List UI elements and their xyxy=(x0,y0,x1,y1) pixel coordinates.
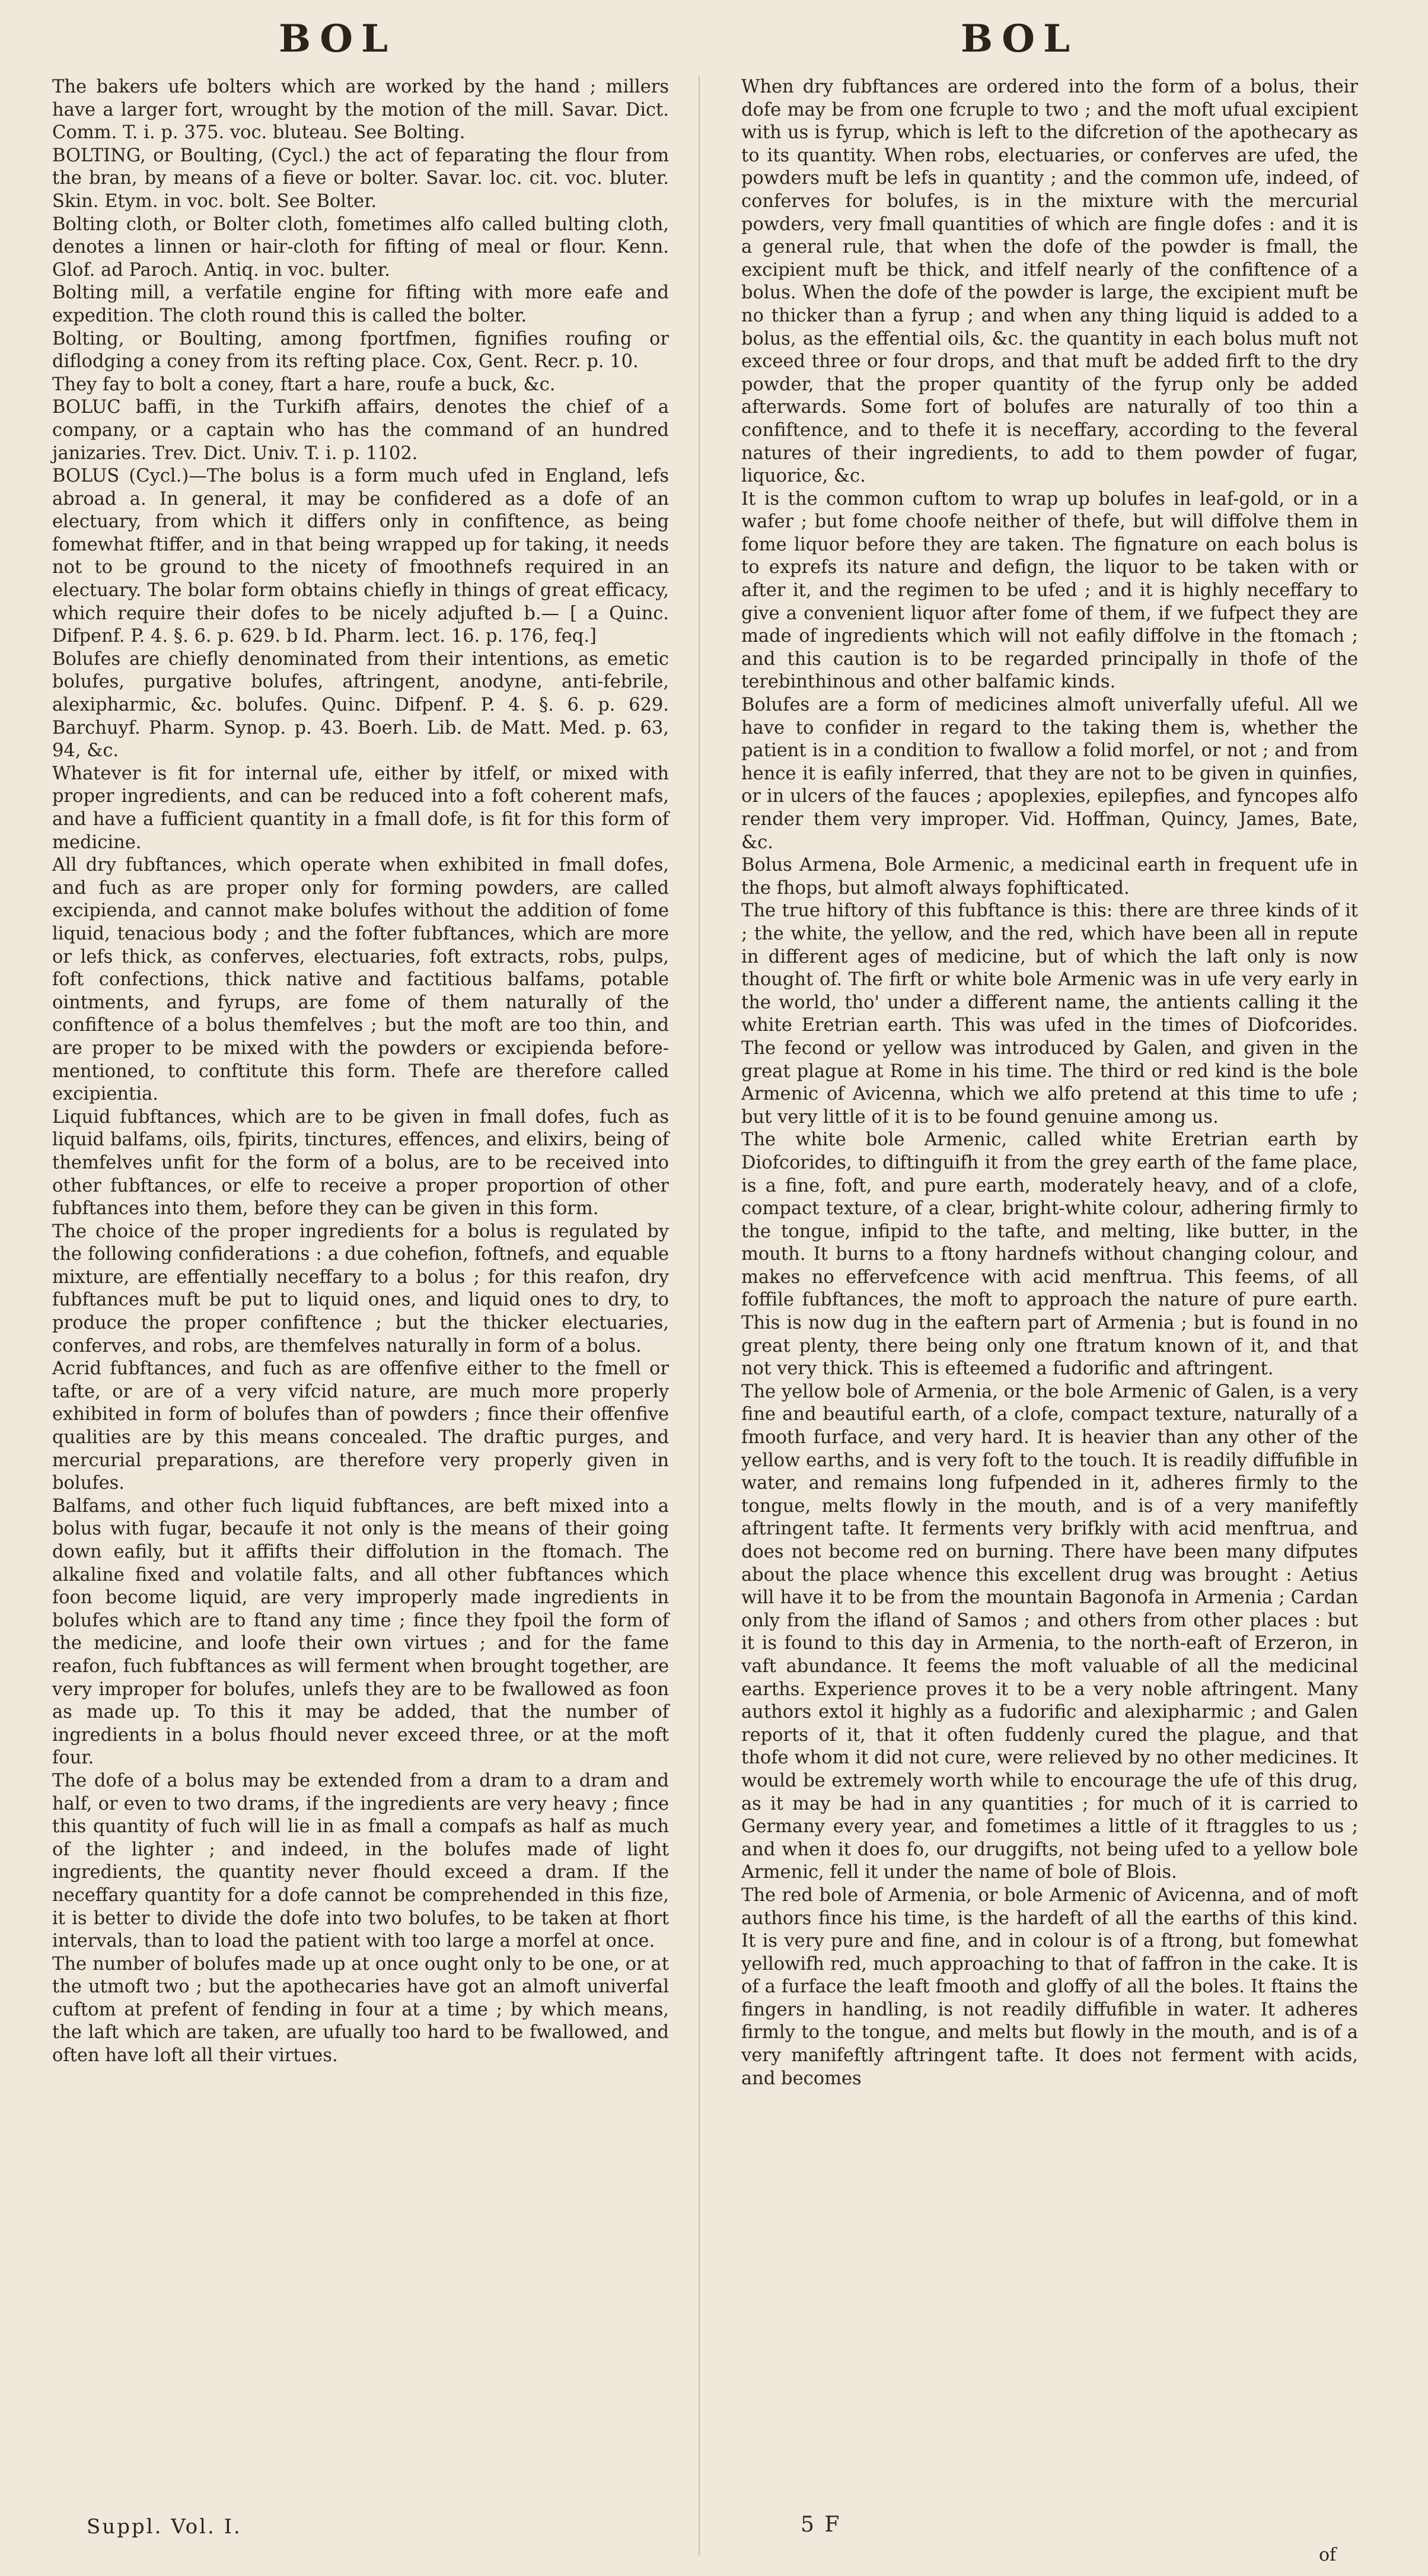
paragraph: Bolus Armena, Bole Armenic, a medicinal earth in frequent ufe in the fhops, but almoft always fophifticated. xyxy=(741,855,1358,899)
paragraph: Whatever is fit for internal ufe, either by itfelf, or mixed with proper ingredients, and can be reduced into a foft coherent mafs, and have a fufficient quantity in a fmall dofe, is fit for this form of medicine. xyxy=(52,763,669,853)
signature-mark: 5 F xyxy=(801,2513,842,2537)
catchword: of xyxy=(1319,2545,1337,2565)
paragraph: Bolufes are a form of medicines almoft univerfally ufeful. All we have to confider in regard to the taking them is, whether the patient is in a condition to fwallow a folid morfel, or not ; and from hence it is eafily inferred, that they are not to be given in quinfies, or in ulcers of the fauces ; apoplexies, epilepfies, and fyncopes alfo render them very improper. Vid. Hoffman, Quincy, James, Bate, &c. xyxy=(741,695,1358,853)
column-divider xyxy=(699,76,700,2555)
volume-footer: Suppl. Vol. I. xyxy=(87,2515,242,2539)
running-head-left: BOL xyxy=(279,17,397,61)
paragraph: The yellow bole of Armenia, or the bole Armenic of Galen, is a very fine and beautiful earth, of a clofe, compact texture, naturally of a fmooth furface, and very hard. It is heavier than any other of the yellow earths, and is very foft to the touch. It is readily diffufible in water, and remains long fufpended in it, adheres firmly to the tongue, melts flowly in the mouth, and is of a very manifeftly aftringent tafte. It ferments very brifkly with acid menftrua, and does not become red on burning. There have been many difputes about the place whence this excellent drug was brought : Aetius will have it to be from the mountain Bagonofa in Armenia ; Cardan only from the ifland of Samos ; and others from other places : but it is found to this day in Armenia, to the north-eaft of Erzeron, in vaft abundance. It feems the moft valuable of all the medicinal earths. Experience proves it to be a very noble aftringent. Many authors extol it highly as a fudorific and alexipharmic ; and Galen reports of it, that it often fuddenly cured the plague, and that thofe whom it did not cure, were relieved by no other medicines. It would be extremely worth while to encourage the ufe of this drug, as it may be had in any quantities ; for much of it is carried to Germany every year, and fometimes a little of it ftraggles to us ; and when it does fo, our druggifts, not being ufed to a yellow bole Armenic, fell it under the name of bole of Blois. xyxy=(741,1381,1358,1883)
paragraph: The number of bolufes made up at once ought only to be one, or at the utmoft two ; but the apothecaries have got an almoft univerfal cuftom at prefent of fending in four at a time ; by which means, the laft which are taken, are ufually too hard to be fwallowed, and often have loft all their virtues. xyxy=(52,1953,669,2066)
paragraph: Bolufes are chiefly denominated from their intentions, as emetic bolufes, purgative bolufes, aftringent, anodyne, anti-febrile, alexipharmic, &c. bolufes. Quinc. Difpenf. P. 4. §. 6. p. 629. Barchuyf. Pharm. Synop. p. 43. Boerh. Lib. de Matt. Med. p. 63, 94, &c. xyxy=(52,648,669,762)
paragraph: Balfams, and other fuch liquid fubftances, are beft mixed into a bolus with fugar, becaufe it not only is the means of their going down eafily, but it affifts their diffolution in the ftomach. The alkaline fixed and volatile falts, and all other fubftances which foon become liquid, are very improperly made ingredients in bolufes which are to ftand any time ; fince they fpoil the form of the medicine, and loofe their own virtues ; and for the fame reafon, fuch fubftances as will ferment when brought together, are very improper for bolufes, unlefs they are to be fwallowed as foon as made up. To this it may be added, that the number of ingredients in a bolus fhould never exceed three, or at the moft four. xyxy=(52,1495,669,1769)
paragraph: Bolting mill, a verfatile engine for fifting with more eafe and expedition. The cloth round this is called the bolter. xyxy=(52,282,669,326)
paragraph: The red bole of Armenia, or bole Armenic of Avicenna, and of moft authors fince his time, is the hardeft of all the earths of this kind. It is very pure and fine, and in colour is of a ftrong, but fomewhat yellowifh red, much approaching to that of faffron in the cake. It is of a furface the leaft fmooth and gloffy of all the boles. It ftains the fingers in handling, is not readily diffufible in water. It adheres firmly to the tongue, and melts but flowly in the mouth, and is of a very manifeftly aftringent tafte. It does not ferment with acids, and becomes xyxy=(741,1884,1358,2089)
paragraph: The dofe of a bolus may be extended from a dram to a dram and half, or even to two drams, if the ingredients are very heavy ; fince this quantity of fuch will lie in as fmall a compafs as half as much of the lighter ; and indeed, in the bolufes made of light ingredients, the quantity never fhould exceed a dram. If the neceffary quantity for a dofe cannot be comprehended in this fize, it is better to divide the dofe into two bolufes, to be taken at fhort intervals, than to load the patient with too large a morfel at once. xyxy=(52,1770,669,1952)
paragraph: The true hiftory of this fubftance is this: there are three kinds of it ; the white, the yellow, and the red, which have been all in repute in different ages of medicine, but of which the laft only is now thought of. The firft or white bole Armenic was in ufe very early in the world, tho' under a different name, the antients calling it the white Eretrian earth. This was ufed in the times of Diofcorides. The fecond or yellow was introduced by Galen, and given in the great plague at Rome in his time. The third or red kind is the bole Armenic of Avicenna, which we alfo pretend at this time to ufe ; but very little of it is to be found genuine among us. xyxy=(741,900,1358,1128)
paragraph: BOLTING, or Boulting, (Cycl.) the act of feparating the flour from the bran, by means of a fieve or bolter. Savar. loc. cit. voc. bluter. Skin. Etym. in voc. bolt. See Bolter. xyxy=(52,145,669,212)
paragraph: Acrid fubftances, and fuch as are offenfive either to the fmell or tafte, or are of a very vifcid nature, are much more properly exhibited in form of bolufes than of powders ; fince their offenfive qualities are by this means concealed. The draftic purges, and mercurial preparations, are therefore very properly given in bolufes. xyxy=(52,1358,669,1494)
left-column xyxy=(52,76,669,2068)
paragraph: It is the common cuftom to wrap up bolufes in leaf-gold, or in a wafer ; but fome choofe neither of thefe, but will diffolve them in fome liquor before they are taken. The fignature on each bolus is to exprefs its nature and defign, the liquor to be taken with or after it, and the regimen to be ufed ; and it is highly neceffary to give a convenient liquor after fome of them, if we fufpect they are made of ingredients which will not eafily diffolve in the ftomach ; and this caution is to be regarded principally in thofe of the terebinthinous and other balfamic kinds. xyxy=(741,488,1358,693)
paragraph: They fay to bolt a coney, ftart a hare, roufe a buck, &c. xyxy=(52,374,556,395)
paragraph: BOLUS (Cycl.)—The bolus is a form much ufed in England, lefs abroad a. In general, it may be confidered as a dofe of an electuary, from which it differs only in confiftence, as being fomewhat ftiffer, and in that being wrapped up for taking, it needs not to be ground to the nicety of fmoothnefs required in an electuary. The bolar form obtains chiefly in things of great efficacy, which require their dofes to be nicely adjufted b.— [ a Quinc. Difpenf. P. 4. §. 6. p. 629. b Id. Pharm. lect. 16. p. 176, feq.] xyxy=(52,466,669,647)
paragraph: The choice of the proper ingredients for a bolus is regulated by the following confiderations : a due cohefion, foftnefs, and equable mixture, are effentially neceffary to a bolus ; for this reafon, dry fubftances muft be put to liquid ones, and liquid ones to dry, to produce the proper confiftence ; but the thicker electuaries, conferves, and robs, are themfelves naturally in form of a bolus. xyxy=(52,1221,669,1357)
paragraph: All dry fubftances, which operate when exhibited in fmall dofes, and fuch as are proper only for forming powders, are called excipienda, and cannot make bolufes without the addition of fome liquid, tenacious body ; and the fofter fubftances, which are more or lefs thick, as conferves, electuaries, foft extracts, robs, pulps, foft confections, thick native and factitious balfams, potable ointments, and fyrups, are fome of them naturally of the confiftence of a bolus themfelves ; but the moft are too thin, and are proper to be mixed with the powders or excipienda before-mentioned, to conftitute this form. Thefe are therefore called excipientia. xyxy=(52,855,669,1105)
paragraph: Bolting cloth, or Bolter cloth, fometimes alfo called bulting cloth, denotes a linnen or hair-cloth for fifting of meal or flour. Kenn. Glof. ad Paroch. Antiq. in voc. bulter. xyxy=(52,214,669,281)
paragraph: Liquid fubftances, which are to be given in fmall dofes, fuch as liquid balfams, oils, fpirits, tinctures, effences, and elixirs, being of themfelves unfit for the form of a bolus, are to be received into other fubftances, or elfe to receive a proper proportion of other fubftances into them, before they can be given in this form. xyxy=(52,1106,669,1219)
paragraph: When dry fubftances are ordered into the form of a bolus, their dofe may be from one fcruple to two ; and the moft ufual excipient with us is fyrup, which is left to the difcretion of the apothecary as to its quantity. When robs, electuaries, or conferves are ufed, the powders muft be lefs in quantity ; and the common ufe, indeed, of conferves for bolufes, is in the mixture with the mercurial powders, very fmall quantities of which are fingle dofes : and it is a general rule, that when the dofe of the powder is fmall, the excipient muft be thick, and itfelf nearly of the confiftence of a bolus. When the dofe of the powder is large, the excipient muft be no thicker than a fyrup ; and when any thing liquid is added to a bolus, as the effential oils, &c. the quantity in each bolus muft not exceed three or four drops, and that muft be added firft to the dry powder, that the proper quantity of the fyrup only be added afterwards. Some fort of bolufes are naturally of too thin a confiftence, and to thefe it is neceffary, according to the feveral natures of their ingredients, to add to them powder of fugar, liquorice, &c. xyxy=(741,77,1358,487)
paragraph: The bakers ufe bolters which are worked by the hand ; millers have a larger fort, wrought by the motion of the mill. Savar. Dict. Comm. T. i. p. 375. voc. bluteau. See Bolting. xyxy=(52,77,669,144)
right-column xyxy=(741,76,1358,2090)
paragraph: Bolting, or Boulting, among fportfmen, fignifies roufing or diflodging a coney from its refting place. Cox, Gent. Recr. p. 10. xyxy=(52,328,669,372)
paragraph: BOLUC baffi, in the Turkifh affairs, denotes the chief of a company, or a captain who has the command of an hundred janizaries. Trev. Dict. Univ. T. i. p. 1102. xyxy=(52,397,669,464)
running-head-right: BOL xyxy=(961,17,1079,61)
paragraph: The white bole Armenic, called white Eretrian earth by Diofcorides, to diftinguifh it from the grey earth of the fame place, is a fine, foft, and pure earth, moderately heavy, and of a clofe, compact texture, of a clear, bright-white colour, adhering firmly to the tongue, infipid to the tafte, and melting, like butter, in the mouth. It burns to a ftony hardnefs without changing colour, and makes no effervefcence with acid menftrua. This feems, of all foffile fubftances, the moft to approach the nature of pure earth. This is now dug in the eaftern part of Armenia ; but is found in no great plenty, there being only one ftratum known of it, and that not very thick. This is efteemed a fudorific and aftringent. xyxy=(741,1129,1358,1380)
